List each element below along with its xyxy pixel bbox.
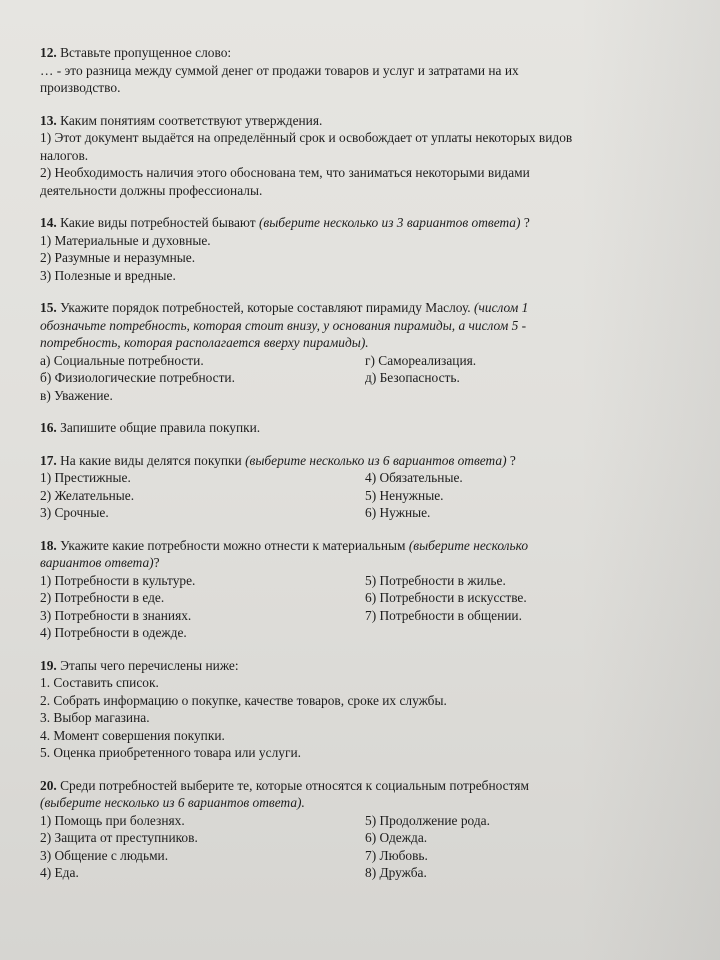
answer-option: 7) Потребности в общении. [365, 607, 522, 623]
answer-columns [40, 812, 680, 882]
answer-option: 4) Еда. [40, 865, 79, 880]
answer-option: 3) Общение с людьми. [40, 847, 169, 863]
question-line: … - это разница между суммой денег от продажи товаров и услуг и затратами на их [40, 62, 519, 78]
question-hint-line: вариантов ответа) [40, 555, 154, 570]
question-line: налогов. [40, 147, 89, 163]
answer-option: 6) Нужные. [365, 505, 431, 520]
answer-option: в) Уважение. [40, 387, 113, 403]
answer-option: 2) Разумные и неразумные. [40, 250, 196, 265]
answer-option: 3) Полезные и вредные. [40, 267, 176, 283]
question-hint: (числом 1 [474, 300, 529, 315]
question-15 [40, 299, 680, 404]
question-text: Укажите порядок потребностей, которые составляют пирамиду Маслоу. [60, 300, 471, 315]
question-tail: ? [509, 452, 516, 468]
answer-columns [40, 352, 680, 405]
question-number: 13. [40, 112, 57, 128]
answer-option: 8) Дружба. [365, 865, 427, 880]
answer-option: 5) Потребности в жилье. [365, 572, 506, 588]
questions-list [40, 44, 680, 897]
question-text: Запишите общие правила покупки. [60, 420, 261, 435]
question-line: 2) Необходимость наличия этого обоснована тем, что заниматься некоторыми видами [40, 165, 530, 180]
question-text: Среди потребностей выберите те, которые относятся к социальным потребностям [60, 777, 529, 793]
question-number: 20. [40, 777, 57, 793]
question-text: Какие виды потребностей бывают [60, 215, 256, 230]
question-line: деятельности должны профессионалы. [40, 182, 263, 198]
answer-option: 5) Ненужные. [365, 487, 444, 503]
question-number: 18. [40, 537, 57, 553]
answer-option: д) Безопасность. [365, 370, 460, 385]
question-text: Этапы чего перечислены ниже: [60, 657, 239, 673]
question-hint-line: обозначьте потребность, которая стоит внизу, у основания пирамиды, а числом 5 - [40, 317, 527, 333]
answer-option: 1) Престижные. [40, 470, 131, 485]
question-hint-line: потребность, которая располагается вверху пирамиды). [40, 335, 369, 350]
question-hint: (выберите несколько [408, 537, 529, 553]
answer-option: б) Физиологические потребности. [40, 370, 235, 385]
question-text: Вставьте пропущенное слово: [60, 45, 232, 60]
question-17 [40, 452, 680, 522]
answer-option: 1) Помощь при болезнях. [40, 812, 185, 828]
question-hint: (выберите несколько из 3 вариантов ответа) [258, 215, 521, 230]
question-hint: (выберите несколько из 6 вариантов ответа) [245, 452, 507, 468]
question-tail: ? [523, 215, 530, 230]
answer-option: 4) Обязательные. [365, 470, 463, 485]
answer-option: 2) Потребности в еде. [40, 590, 165, 605]
question-number: 15. [40, 300, 57, 315]
list-item: 2. Собрать информацию о покупке, качестве товаров, сроке их службы. [40, 692, 447, 708]
answer-columns [40, 469, 680, 522]
question-tail: ? [153, 555, 160, 570]
question-20 [40, 777, 680, 882]
answer-option: а) Социальные потребности. [40, 352, 204, 368]
question-number: 17. [40, 452, 57, 468]
list-item: 3. Выбор магазина. [40, 710, 150, 725]
answer-option: 5) Продолжение рода. [365, 812, 490, 828]
answer-option: 6) Потребности в искусстве. [365, 590, 527, 605]
question-13 [40, 112, 680, 200]
answer-option: 7) Любовь. [365, 847, 428, 863]
answer-option: 3) Срочные. [40, 505, 109, 520]
answer-option: 3) Потребности в знаниях. [40, 607, 192, 623]
answer-option: 2) Желательные. [40, 487, 135, 503]
question-number: 19. [40, 657, 57, 673]
question-19 [40, 657, 680, 762]
answer-option: 6) Одежда. [365, 830, 428, 845]
list-item: 1. Составить список. [40, 675, 159, 690]
list-item: 5. Оценка приобретенного товара или услуги. [40, 745, 301, 760]
question-number: 14. [40, 215, 57, 230]
question-text: Каким понятиям соответствуют утверждения. [60, 112, 323, 128]
question-text: Укажите какие потребности можно отнести к материальным [60, 537, 406, 553]
question-12 [40, 44, 680, 97]
question-14 [40, 214, 680, 284]
question-line: 1) Этот документ выдаётся на определённый срок и освобождает от уплаты некоторых видов [40, 130, 573, 145]
question-16 [40, 419, 680, 437]
answer-option: 1) Материальные и духовные. [40, 232, 211, 248]
question-number: 16. [40, 420, 57, 435]
question-18 [40, 537, 680, 642]
answer-option: 1) Потребности в культуре. [40, 572, 196, 588]
question-text: На какие виды делятся покупки [60, 452, 242, 468]
question-number: 12. [40, 45, 57, 60]
question-line: производство. [40, 80, 121, 95]
list-item: 4. Момент совершения покупки. [40, 727, 225, 743]
answer-option: 4) Потребности в одежде. [40, 625, 187, 640]
question-hint: (выберите несколько из 6 вариантов ответа). [40, 795, 305, 810]
answer-option: г) Самореализация. [365, 352, 477, 368]
answer-option: 2) Защита от преступников. [40, 830, 198, 845]
answer-columns [40, 572, 680, 642]
